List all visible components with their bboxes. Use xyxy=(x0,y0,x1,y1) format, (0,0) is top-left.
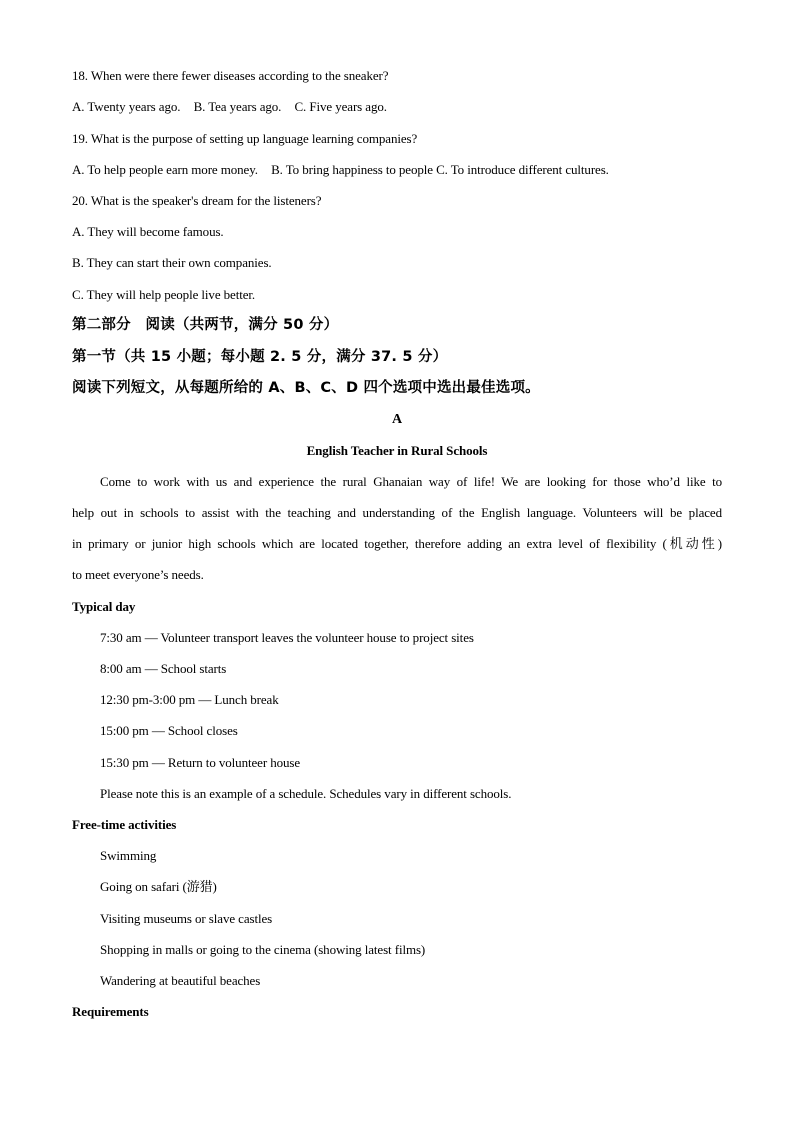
question-18-options xyxy=(72,99,722,115)
question-19-option-a: A. To help people earn more money. xyxy=(72,162,258,177)
question-18-stem: 18. When were there fewer diseases according to the sneaker? xyxy=(72,68,389,83)
schedule-item: 12:30 pm-3:00 pm — Lunch break xyxy=(100,692,279,707)
activity-item: Shopping in malls or going to the cinema (showing latest films) xyxy=(100,942,426,957)
typical-day-heading: Typical day xyxy=(72,599,136,614)
schedule-item: 15:30 pm — Return to volunteer house xyxy=(100,755,301,770)
requirements-heading: Requirements xyxy=(72,1004,149,1019)
question-20-option-b: B. They can start their own companies. xyxy=(72,255,272,270)
question-19-options xyxy=(72,162,722,178)
section-sub-title: 第一节（共 15 小题；每小题 2. 5 分，满分 37. 5 分） xyxy=(72,349,448,365)
schedule-item: 8:00 am — School starts xyxy=(100,661,227,676)
schedule-note: Please note this is an example of a schedule. Schedules vary in different schools. xyxy=(100,786,512,801)
activity-item: Going on safari (游猎) xyxy=(100,879,217,894)
schedule-item: 15:00 pm — School closes xyxy=(100,723,238,738)
section-instruction: 阅读下列短文，从每题所给的 A、B、C、D 四个选项中选出最佳选项。 xyxy=(72,380,540,396)
question-20-option-a: A. They will become famous. xyxy=(72,224,224,239)
question-20-option-c: C. They will help people live better. xyxy=(72,287,256,302)
schedule-item: 7:30 am — Volunteer transport leaves the volunteer house to project sites xyxy=(100,630,474,645)
passage-letter: A xyxy=(391,412,402,427)
question-18-option-b: B. Tea years ago. xyxy=(193,99,282,114)
question-18-option-a: A. Twenty years ago. xyxy=(72,99,181,114)
activity-item: Wandering at beautiful beaches xyxy=(100,973,261,988)
free-time-heading: Free-time activities xyxy=(72,817,177,832)
activity-item: Swimming xyxy=(100,848,157,863)
question-20-stem: 20. What is the speaker's dream for the listeners? xyxy=(72,193,322,208)
passage-intro-line-2: help out in schools to assist with the teaching and understanding of the English language. Volunteers will be placed xyxy=(72,505,722,520)
passage-title: English Teacher in Rural Schools xyxy=(306,443,488,458)
activity-item: Visiting museums or slave castles xyxy=(100,911,273,926)
passage-intro-line-4: to meet everyone’s needs. xyxy=(72,567,204,582)
section-part-title: 第二部分 阅读（共两节，满分 50 分） xyxy=(72,317,339,333)
passage-intro-line-1: Come to work with us and experience the rural Ghanaian way of life! We are looking for those who’d like to xyxy=(100,474,722,489)
question-19-stem: 19. What is the purpose of setting up language learning companies? xyxy=(72,131,418,146)
question-19-option-b-c: B. To bring happiness to people C. To introduce different cultures. xyxy=(271,162,609,177)
passage-intro-line-3: in primary or junior high schools which are located together, therefore adding an extra level of flexibility (机动性) xyxy=(72,536,722,551)
question-18-option-c: C. Five years ago. xyxy=(294,99,387,114)
